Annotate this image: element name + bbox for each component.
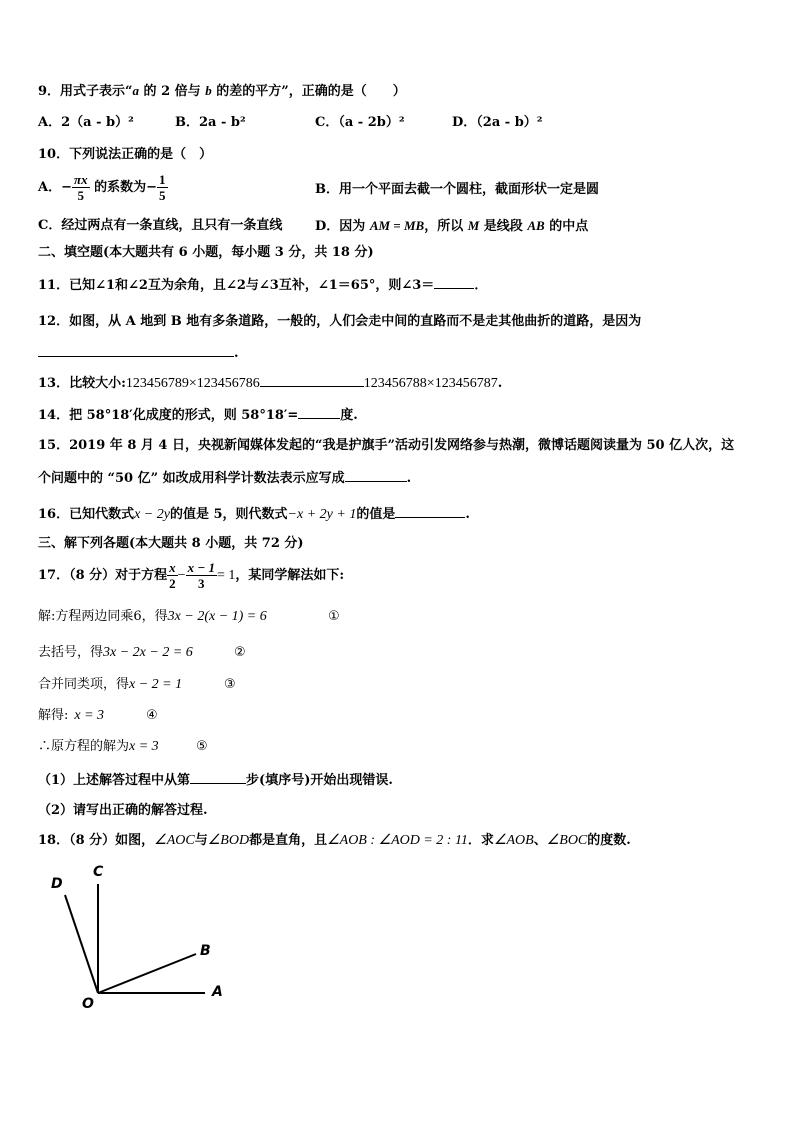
q10-d-mid2: 是线段 (479, 219, 528, 234)
q17-step-expr: 3x − 2x − 2 = 6 (103, 645, 193, 660)
q17-step-1 (38, 609, 340, 625)
q17-pre: 17．（8 分）对于方程 (38, 568, 168, 583)
q17-sub1-post: 步(填序号)开始出现错误. (246, 773, 393, 788)
q17-step-mark: ① (328, 609, 340, 624)
q17-frac1-num: x (169, 560, 176, 575)
q10-stem: 10．下列说法正确的是（ ） (38, 147, 213, 162)
q13-left-expr: 123456789×123456786 (125, 376, 260, 391)
q16-end: . (465, 507, 470, 522)
q9-var-a: a (132, 83, 140, 98)
q17-step-expr: x − 2 = 1 (129, 677, 183, 692)
q14-text: 14．把 58°18′化成度的形式，则 58°18′= (38, 408, 299, 423)
q17-step-5 (38, 739, 208, 755)
q17-frac1-den: 2 (169, 576, 176, 591)
q17-step-expr: x = 3 (74, 708, 105, 723)
q10-d-mid: ，所以 (424, 219, 468, 234)
label-o: O (82, 996, 94, 1012)
q16-mid: 的值是 5，则代数式 (169, 507, 288, 522)
q9-option-a[interactable]: A．2（a - b）² (38, 115, 134, 130)
q17-fraction1 (167, 560, 178, 591)
q17-stem (38, 560, 344, 591)
q16-expr1: x − 2y (134, 507, 170, 522)
q10-option-a[interactable] (38, 172, 168, 203)
q12-text: 12．如图，从 A 地到 B 地有多条道路，一般的，人们会走中间的直路而不是走其他曲折的道路，是因为 (38, 314, 642, 329)
q16-answer-blank[interactable] (395, 505, 465, 518)
q9-text-pre: 9．用式子表示“ (38, 84, 133, 99)
q16-pre: 16．已知代数式 (38, 507, 135, 522)
q10-a-denominator: 5 (77, 188, 85, 203)
ray-od (65, 895, 98, 993)
label-c: C (93, 864, 104, 880)
q17-sub1 (38, 771, 393, 789)
q18-pre: 18．（8 分）如图， (38, 833, 155, 848)
q13-right-expr: 123456788×123456787 (363, 376, 498, 391)
ray-ob (98, 954, 196, 993)
q17-step-mark: ② (234, 645, 246, 660)
q10-a-denominator2: 5 (159, 188, 166, 203)
q9-option-b[interactable]: B．2a - b² (175, 115, 246, 130)
label-d: D (51, 876, 63, 892)
q10-a-numerator: πx (73, 172, 88, 187)
q18-angle-aob: ∠AOB (493, 833, 534, 848)
q18-mid2: 都是直角，且 (249, 833, 328, 848)
q17-eq: = 1 (216, 568, 236, 583)
q16-expr2: −x + 2y + 1 (287, 507, 357, 522)
q17-step-label: 合并同类项，得 (38, 677, 130, 692)
q9-option-d[interactable]: D．（2a - b）² (452, 115, 543, 130)
q15-end: . (406, 471, 412, 486)
q15-answer-blank[interactable] (345, 469, 407, 482)
q10-a-prefix: A．− (38, 180, 72, 195)
q17-step-label: ∴原方程的解为 (38, 739, 130, 754)
section-2-heading: 二、填空题(本大题共有 6 小题，每小题 3 分，共 18 分) (38, 245, 374, 260)
q17-step-label: 去括号，得 (38, 645, 104, 660)
q16-post: 的值是 (356, 507, 396, 522)
q17-frac2-num: x − 1 (187, 560, 215, 575)
q10-a-fraction2 (157, 172, 168, 203)
q9-text-post: 的差的平方”，正确的是（ ） (211, 84, 406, 99)
q17-step-4 (38, 708, 158, 724)
q18-angle-boc: ∠BOC (546, 833, 588, 848)
q17-step-mark: ④ (146, 708, 158, 723)
q17-step-3 (38, 677, 236, 693)
q18-mid1: 与 (194, 833, 208, 848)
q17-step-label: 解得: (38, 708, 69, 723)
q18-angle-figure (45, 862, 245, 1012)
q14-answer-blank[interactable] (298, 406, 340, 419)
q10-option-d[interactable] (315, 218, 588, 235)
q12-answer (38, 344, 239, 362)
section-3-heading: 三、解下列各题(本大题共 8 小题，共 72 分) (38, 536, 304, 551)
q17-post: ，某同学解法如下: (235, 568, 345, 583)
q13-pre: 13．比较大小: (38, 376, 126, 391)
q17-sub1-blank[interactable] (190, 771, 246, 784)
q17-step-mark: ③ (224, 677, 236, 692)
q10-a-numerator2: 1 (159, 172, 166, 187)
q18-post: 的度数. (587, 833, 631, 848)
q10-option-c[interactable]: C．经过两点有一条直线，且只有一条直线 (38, 218, 283, 233)
q17-step-label: 解:方程两边同乘6，得 (38, 609, 168, 624)
q9-text-mid: 的 2 倍与 (139, 84, 206, 99)
q10-d-var-ab: AB (527, 218, 545, 233)
q11 (38, 276, 487, 294)
q17-step-mark: ⑤ (196, 739, 208, 754)
q15-line1: 15．2019 年 8 月 4 日，央视新闻媒体发起的“我是护旗手”活动引发网络参与热潮，微博话题阅读量为 50 亿人次，这 (38, 438, 735, 453)
q13-answer-blank[interactable] (260, 374, 364, 387)
q10-d-var-m: M (467, 218, 480, 233)
q9-option-c[interactable]: C．（a - 2b）² (315, 115, 405, 130)
q18-ratio: ∠AOB : ∠AOD = 2 : 11 (327, 833, 468, 848)
q9-stem (38, 83, 406, 100)
q10-d-pre: D．因为 (315, 219, 370, 234)
q18-mid3: ．求 (467, 833, 494, 848)
q17-step-expr: 3x − 2(x − 1) = 6 (167, 609, 267, 624)
q13 (38, 374, 502, 392)
q17-step-2 (38, 645, 246, 661)
q17-sub2: （2）请写出正确的解答过程. (38, 803, 208, 818)
q13-end: . (497, 376, 503, 391)
q14-end: 度. (340, 408, 358, 423)
q17-frac2-den: 3 (198, 576, 205, 591)
q10-a-mid: 的系数为− (89, 180, 158, 195)
q18-stem (38, 833, 631, 849)
label-a: A (212, 984, 223, 1000)
q17-sub1-pre: （1）上述解答过程中从第 (38, 773, 191, 788)
q18-angle-bod: ∠BOD (207, 833, 250, 848)
q10-option-b[interactable]: B．用一个平面去截一个圆柱，截面形状一定是圆 (315, 182, 599, 197)
q12-answer-blank[interactable] (38, 344, 234, 357)
q18-mid4: 、 (533, 833, 547, 848)
q15-line2-text: 个问题中的 “50 亿” 如改成用科学计数法表示应写成 (38, 471, 345, 486)
q11-answer-blank[interactable] (434, 276, 474, 289)
q16 (38, 505, 470, 523)
q17-step-expr: x = 3 (129, 739, 159, 754)
q9-var-b: b (205, 83, 212, 98)
label-b: B (200, 943, 211, 959)
q10-d-post: 的中点 (544, 219, 589, 234)
q11-end: ． (474, 278, 488, 293)
q10-a-fraction (72, 172, 90, 203)
q11-text: 11．已知∠1和∠2互为余角，且∠2与∠3互补，∠1＝65°，则∠3＝ (38, 278, 435, 293)
q17-fraction2 (186, 560, 217, 591)
q12-end: . (234, 346, 239, 361)
q14 (38, 406, 358, 424)
q18-angle-aoc: ∠AOC (154, 833, 195, 848)
q17-minus: − (177, 568, 186, 583)
q10-d-equation: AM = MB (369, 218, 425, 233)
q15-line2 (38, 469, 411, 487)
